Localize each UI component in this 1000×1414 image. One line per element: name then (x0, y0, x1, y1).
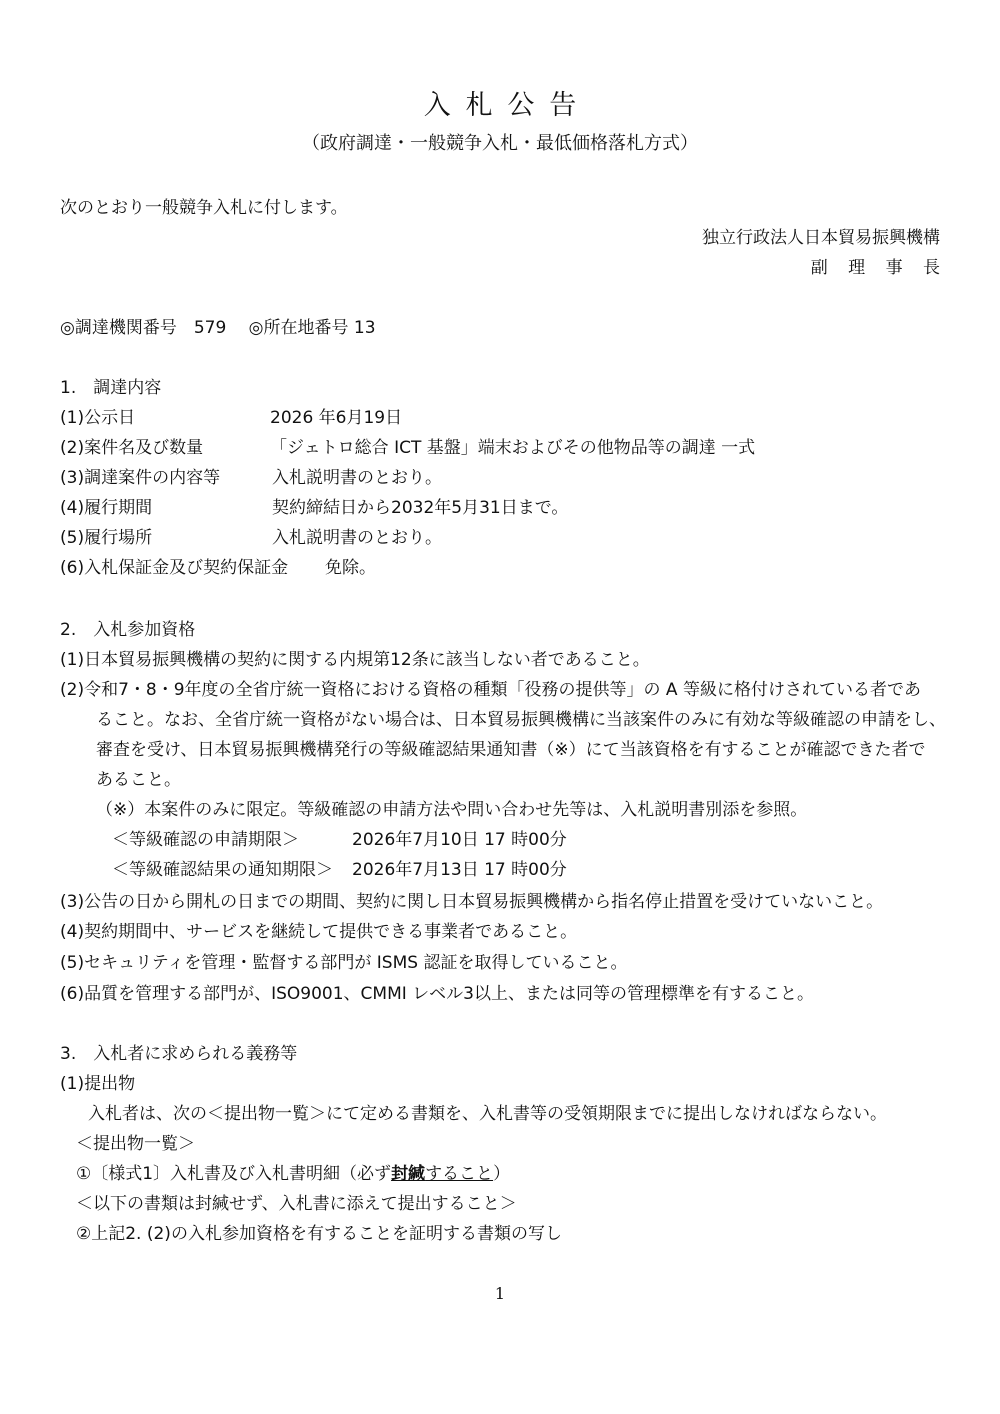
issuer-organization: 独立行政法人日本貿易振興機構 (702, 228, 940, 248)
section2-item: (2)令和7・8・9年度の全省庁統一資格における資格の種類「役務の提供等」の A 等級に格付けされている者であ (60, 680, 921, 700)
submission-item-text: ） (493, 1164, 511, 1184)
item-label: (1)公示日 (60, 408, 136, 428)
deadline-row (112, 858, 567, 882)
section1-item (60, 556, 376, 580)
item-label: (4)履行期間 (60, 498, 153, 518)
procurement-codes: ◎調達機関番号 579 ◎所在地番号 13 (60, 318, 376, 338)
section1-item (60, 436, 755, 460)
item-value: 入札説明書のとおり。 (272, 528, 442, 548)
section2-heading: 2. 入札参加資格 (60, 620, 196, 640)
deadline-value: 2026年7月10日 17 時00分 (352, 830, 567, 850)
item-value: 契約締結日から2032年5月31日まで。 (272, 498, 569, 518)
page-number: 1 (494, 1284, 506, 1303)
emphasis-text: すること (425, 1164, 494, 1184)
section1-heading: 1. 調達内容 (60, 378, 162, 398)
submission-note: ＜以下の書類は封緘せず、入札書に添えて提出すること＞ (76, 1194, 517, 1214)
section1-item (60, 526, 442, 550)
section2-item: (5)セキュリティを管理・監督する部門が ISMS 認証を取得していること。 (60, 953, 628, 973)
section2-item: (3)公告の日から開札の日までの期間、契約に関し日本貿易振興機構から指名停止措置を受けていないこと。 (60, 892, 884, 912)
intro-text: 次のとおり一般競争入札に付します。 (60, 198, 348, 218)
item-value: 2026 年6月19日 (270, 408, 403, 428)
emphasis-text: 封緘 (391, 1164, 426, 1184)
item-label: (3)調達案件の内容等 (60, 468, 221, 488)
section2-item-continued: あること。 (96, 770, 181, 790)
item-value: 免除。 (325, 558, 376, 578)
section2-item-continued: ること。なお、全省庁統一資格がない場合は、日本貿易振興機構に当該案件のみに有効な等級確認の申請をし、 (96, 710, 946, 730)
submission-item-text: ①〔様式1〕入札書及び入札書明細（必ず (76, 1164, 392, 1184)
deadline-label: ＜等級確認の申請期限＞ (112, 830, 299, 850)
section3-heading: 3. 入札者に求められる義務等 (60, 1044, 298, 1064)
item-label: (6)入札保証金及び契約保証金 (60, 558, 289, 578)
section3-subheading: (1)提出物 (60, 1074, 136, 1094)
section2-item-continued: 審査を受け、日本貿易振興機構発行の等級確認結果通知書（※）にて当該資格を有することが確認できた者で (96, 740, 926, 760)
section3-paragraph: 入札者は、次の＜提出物一覧＞にて定める書類を、入札書等の受領期限までに提出しなければならない。 (88, 1104, 887, 1124)
item-value: 「ジェトロ総合 ICT 基盤」端末およびその他物品等の調達 一式 (270, 438, 756, 458)
deadline-label: ＜等級確認結果の通知期限＞ (112, 860, 333, 880)
section2-item: (4)契約期間中、サービスを継続して提供できる事業者であること。 (60, 922, 578, 942)
section2-item: (1)日本貿易振興機構の契約に関する内規第12条に該当しない者であること。 (60, 650, 650, 670)
document-title: 入札公告 (423, 90, 592, 121)
section1-item (60, 466, 442, 490)
submission-item: ②上記2. (2)の入札参加資格を有することを証明する書類の写し (76, 1224, 562, 1244)
section1-item (60, 496, 568, 520)
item-value: 入札説明書のとおり。 (272, 468, 442, 488)
item-label: (5)履行場所 (60, 528, 153, 548)
document-subtitle: （政府調達・一般競争入札・最低価格落札方式） (302, 133, 698, 154)
submission-list-title: ＜提出物一覧＞ (76, 1134, 195, 1154)
issuer-position-text: 副理事長 (810, 258, 961, 278)
deadline-row (112, 828, 567, 852)
section1-item (60, 406, 402, 430)
section2-note: （※）本案件のみに限定。等級確認の申請方法や問い合わせ先等は、入札説明書別添を参照。 (96, 800, 808, 820)
item-label: (2)案件名及び数量 (60, 438, 204, 458)
issuer-position (810, 256, 961, 280)
section2-item: (6)品質を管理する部門が、ISO9001、CMMI レベル3以上、または同等の管理標準を有すること。 (60, 984, 814, 1004)
deadline-value: 2026年7月13日 17 時00分 (352, 860, 567, 880)
submission-item (76, 1162, 510, 1186)
